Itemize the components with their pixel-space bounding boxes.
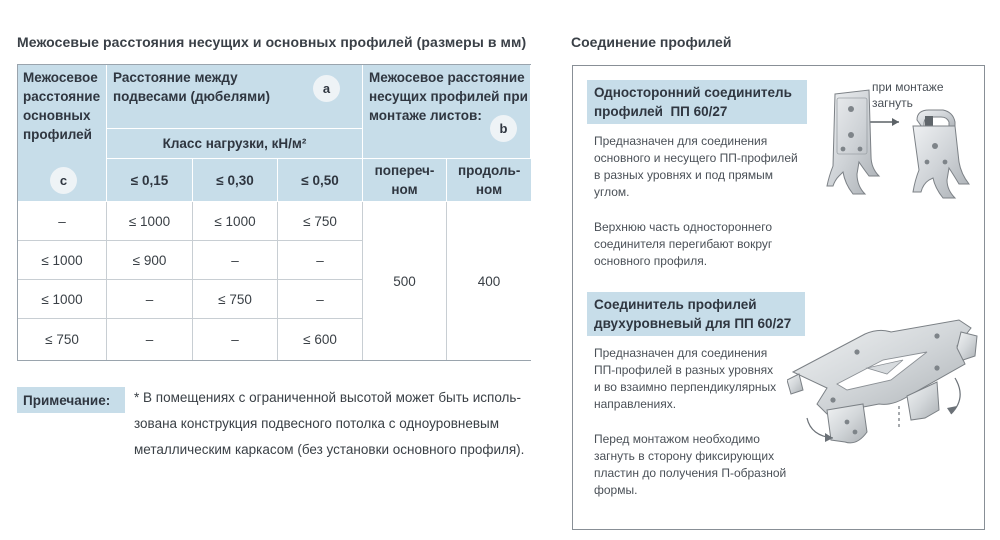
table-cell: – (107, 319, 193, 360)
note-line: металлическим каркасом (без установки основного профиля). (134, 442, 525, 457)
table-cell: – (193, 241, 278, 280)
table-cell: – (278, 241, 363, 280)
table-cell: ≤ 750 (278, 202, 363, 241)
text-line: Предназначен для соединения (594, 134, 768, 148)
text-line: Предназначен для соединения (594, 346, 768, 360)
heading-line: профилей ПП 60/27 (594, 104, 728, 119)
table-cell: ≤ 750 (193, 280, 278, 319)
cross-value: 500 (363, 202, 447, 360)
text-line: и во взаимно перпендикулярных (594, 380, 777, 394)
connection-panel (572, 65, 985, 530)
text-line: соединителя перегибают вокруг (594, 237, 773, 251)
text-line: пластин до получения П-образной (594, 466, 787, 480)
text-line: загнуть в сторону фиксирующих (594, 449, 775, 463)
two-level-connector-description (594, 345, 776, 413)
table-cell: – (107, 280, 193, 319)
one-sided-connector-description (594, 133, 798, 201)
header-long (447, 159, 531, 202)
heading-line: Соединитель профилей (594, 297, 757, 312)
one-sided-connector-heading (587, 80, 807, 124)
text-line: Перед монтажом необходимо (594, 432, 760, 446)
header-bearing-profile-spacing (363, 65, 531, 159)
text-line: формы. (594, 483, 638, 497)
spacing-table (17, 64, 531, 361)
text-line: в разных уровнях и под прямым (594, 168, 773, 182)
text-line: основного профиля. (594, 254, 708, 268)
header-hanger-spacing-label: Расстояние между подвесами (дюбелями) (113, 70, 270, 104)
one-sided-connector-illustration (813, 76, 983, 201)
badge-b: b (490, 115, 517, 142)
bend-hint-line: при монтаже (872, 80, 944, 94)
text-line: Верхнюю часть одностороннего (594, 220, 772, 234)
note-label: Примечание: (17, 387, 125, 413)
header-cross (363, 159, 447, 202)
text-line: углом. (594, 185, 630, 199)
long-value: 400 (447, 202, 531, 360)
header-cross-label: попереч-ном (374, 163, 435, 197)
table-cell: ≤ 900 (107, 241, 193, 280)
two-level-connector-heading (587, 292, 805, 336)
table-cell: – (18, 202, 107, 241)
header-main-profile-spacing (18, 65, 107, 202)
header-load-030: ≤ 0,30 (193, 159, 278, 202)
header-load-class: Класс нагрузки, кН/м² (107, 129, 363, 159)
two-level-connector-note (594, 431, 786, 499)
header-load-015: ≤ 0,15 (107, 159, 193, 202)
header-bearing-profile-spacing-label: Межосевое расстояние несущих профилей при монтаже листов: (369, 70, 528, 123)
text-line: основного и несущего ПП-профилей (594, 151, 798, 165)
table-cell: ≤ 1000 (193, 202, 278, 241)
table-cell: ≤ 1000 (18, 280, 107, 319)
text-line: направлениях. (594, 397, 677, 411)
badge-a: a (313, 75, 340, 102)
header-long-label: продоль-ном (458, 163, 521, 197)
header-main-profile-spacing-label: Межосевое расстояние основных профилей (23, 70, 101, 142)
table-cell: ≤ 1000 (107, 202, 193, 241)
bend-hint-line: загнуть (872, 96, 913, 110)
header-hanger-spacing (107, 65, 363, 129)
one-sided-connector-note (594, 219, 772, 270)
table-cell: – (278, 280, 363, 319)
connection-title: Соединение профилей (571, 34, 732, 50)
two-level-connector-illustration (787, 306, 983, 456)
table-title: Межосевые расстояния несущих и основных профилей (размеры в мм) (17, 34, 527, 50)
note-line: * В помещениях с ограниченной высотой может быть исполь- (134, 390, 521, 405)
table-cell: ≤ 1000 (18, 241, 107, 280)
heading-line: Односторонний соединитель (594, 85, 792, 100)
text-line: ПП-профилей в разных уровнях (594, 363, 774, 377)
table-cell: ≤ 600 (278, 319, 363, 360)
heading-line: двухуровневый для ПП 60/27 (594, 316, 792, 331)
note-line: зована конструкция подвесного потолка с одноуровневым (134, 416, 500, 431)
table-cell: ≤ 750 (18, 319, 107, 360)
note-text (134, 385, 534, 463)
badge-c: c (50, 167, 77, 194)
table-cell: – (193, 319, 278, 360)
header-load-050: ≤ 0,50 (278, 159, 363, 202)
